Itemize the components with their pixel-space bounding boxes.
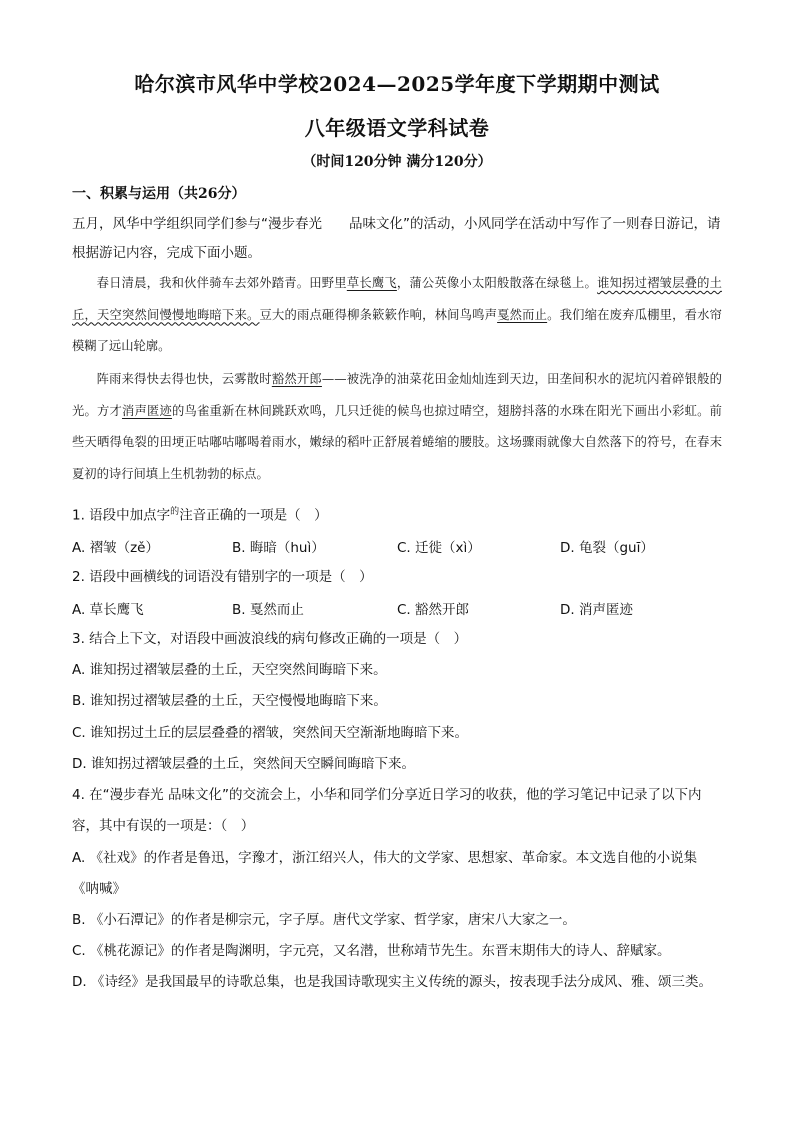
passage-text: 。我们缩在废弃瓜棚里，看水帘模糊了远山轮廓。	[72, 307, 722, 353]
option-a[interactable]: A. 《社戏》的作者是鲁迅，字豫才，浙江绍兴人，伟大的文学家、思想家、革命家。本文选自他的小说集《呐喊》	[72, 850, 698, 897]
passage-paragraph-1	[72, 268, 722, 363]
option-c[interactable]: C. 豁然开郎	[397, 602, 470, 618]
passage-text: ——被洗净的油菜花田金灿灿连到天边，田垄间积水的泥坑闪着碎银般的光。方才	[72, 372, 722, 418]
option-b[interactable]: B. 《小石潭记》的作者是柳宗元，字子厚。唐代文学家、哲学家，唐宋八大家之一。	[72, 912, 576, 928]
passage-text: 阵雨来得快去得也快，云雾散时	[96, 372, 272, 386]
section-heading: 一、积累与运用（共26分）	[72, 186, 246, 202]
option-d[interactable]: D. 龟裂（guī）	[560, 540, 654, 556]
question-4-stem: 4. 在“漫步春光 品味文化”的交流会上，小华和同学们分享近日学习的收获，他的学习笔记中记录了以下内容，其中有误的一项是：（ ）	[72, 787, 702, 834]
exam-subtitle: 八年级语文学科试卷	[304, 116, 490, 140]
underlined-word: 草长鹰飞	[346, 276, 397, 290]
passage-text: 的鸟雀重新在林间跳跃欢鸣，几只迁徙的候鸟也掠过晴空，翅膀抖落的水珠在阳光下画出小彩虹。前些天晒得龟裂的田埂正咕嘟咕嘟喝着雨水，嫩绿的稻叶正舒展着蜷缩的腰肢。这场骤雨就像大自然落下的符号，在春末夏初的诗行间填上生机勃勃的标点。	[72, 403, 722, 481]
dotted-char: 的	[170, 507, 180, 517]
option-d[interactable]: D. 谁知拐过褶皱层叠的土丘，突然间天空瞬间晦暗下来。	[72, 756, 415, 772]
question-2-options	[72, 598, 722, 618]
option-a[interactable]: A. 草长鹰飞	[72, 602, 144, 618]
option-c[interactable]: C. 迁徙（xì）	[397, 540, 481, 556]
question-3-stem: 3. 结合上下文，对语段中画波浪线的病句修改正确的一项是（ ）	[72, 631, 468, 647]
option-c[interactable]: C. 谁知拐过土丘的层层叠叠的褶皱，突然间天空渐渐地晦暗下来。	[72, 725, 469, 741]
option-a[interactable]: A. 谁知拐过褶皱层叠的土丘，天空突然间晦暗下来。	[72, 662, 387, 678]
option-b[interactable]: B. 戛然而止	[232, 602, 304, 618]
option-d[interactable]: D. 消声匿迹	[560, 602, 633, 618]
option-b[interactable]: B. 晦暗（huì）	[232, 540, 325, 556]
option-c[interactable]: C. 《桃花源记》的作者是陶渊明，字元亮，又名潜，世称靖节先生。东晋末期伟大的诗人、辞赋家。	[72, 943, 671, 959]
question-2-stem: 2. 语段中画横线的词语没有错别字的一项是（ ）	[72, 569, 373, 585]
option-d[interactable]: D. 《诗经》是我国最早的诗歌总集，也是我国诗歌现实主义传统的源头，按表现手法分成风、雅、颂三类。	[72, 974, 712, 990]
underlined-word: 消声匿迹	[122, 403, 173, 418]
underlined-word: 戛然而止	[497, 307, 548, 322]
question-1-options	[72, 536, 722, 556]
section-intro: 五月，风华中学组织同学们参与“漫步春光 品味文化”的活动，小风同学在活动中写作了一则春日游记，请根据游记内容，完成下面小题。	[72, 216, 721, 261]
option-b[interactable]: B. 谁知拐过褶皱层叠的土丘，天空慢慢地晦暗下来。	[72, 693, 387, 709]
option-a[interactable]: A. 褶皱（zě）	[72, 540, 159, 556]
passage-text: 豆大的雨点砸得柳条簌簌作响，林间鸟鸣声	[259, 307, 498, 322]
passage-text: ，蒲公英像小太阳般散落在绿毯上。	[396, 276, 598, 290]
question-text: 1. 语段中加点字	[72, 507, 171, 524]
question-1-stem	[72, 502, 722, 526]
underlined-word: 豁然开郎	[271, 372, 322, 386]
exam-meta: （时间120分钟 满分120分）	[302, 154, 492, 170]
exam-title: 哈尔滨市风华中学校2024—2025学年度下学期期中测试	[134, 72, 660, 96]
question-text: 注音正确的一项是（ ）	[179, 507, 328, 524]
passage-text: 春日清晨，我和伙伴骑车去郊外踏青。田野里	[96, 276, 347, 290]
wavy-underlined-sentence: 谁知拐过褶皱层叠的土丘，天空突然间慢慢地晦暗下来。	[72, 276, 722, 322]
passage-paragraph-2	[72, 364, 722, 490]
